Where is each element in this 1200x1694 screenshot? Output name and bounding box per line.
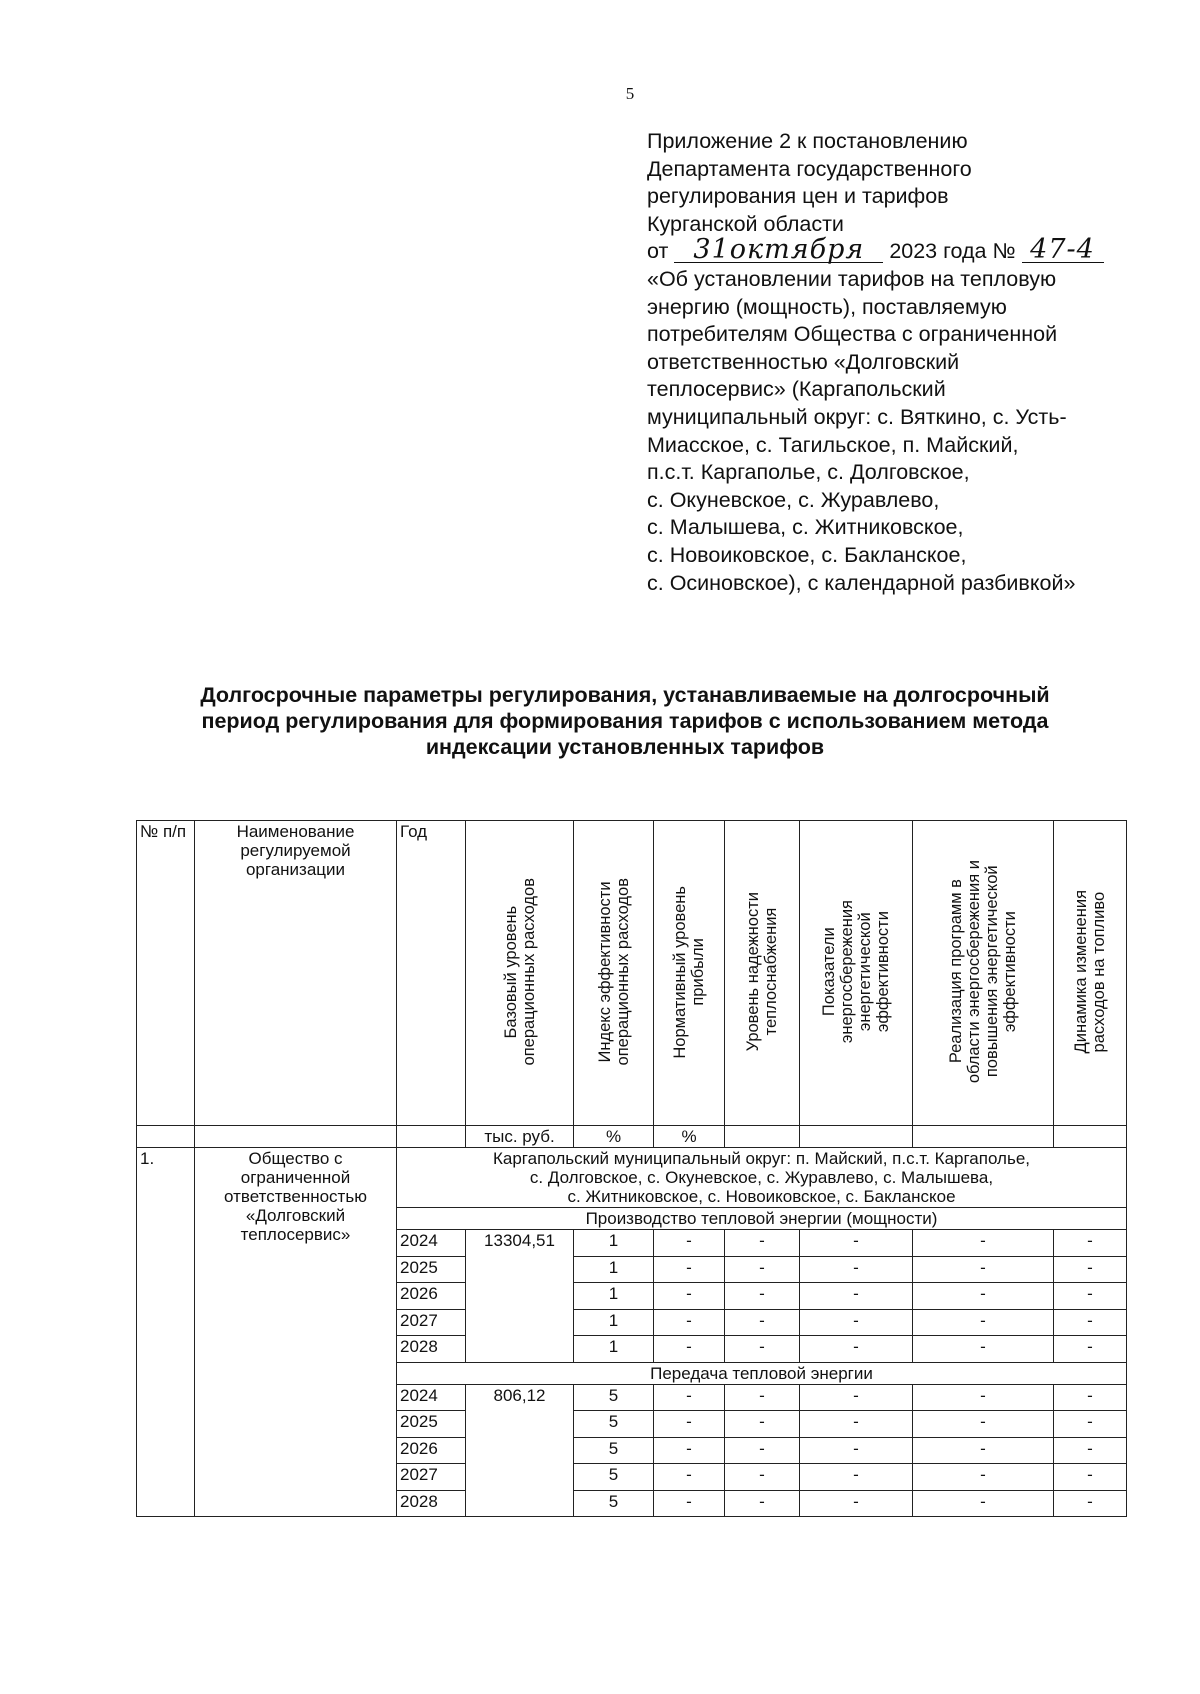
vertical-header-line: эффективности	[1001, 911, 1019, 1033]
year-cell: 2026	[397, 1283, 466, 1310]
annex-line: Курганской области	[647, 211, 844, 236]
units-cell	[800, 1126, 913, 1148]
units-cell	[137, 1126, 195, 1148]
programs-cell: -	[913, 1464, 1054, 1491]
annex-date-line	[647, 234, 1147, 266]
units-cell	[1054, 1126, 1127, 1148]
page-number: 5	[625, 84, 635, 103]
territory-line: с. Житниковское, с. Новоиковское, с. Бакланское	[567, 1187, 956, 1206]
vertical-header-reliability	[744, 892, 780, 1051]
vertical-header-line: расходов на топливо	[1090, 891, 1108, 1053]
vertical-header-fuel	[1072, 890, 1108, 1053]
efficiency-index-cell: 5	[574, 1384, 654, 1411]
header-org: Наименование регулируемой организации	[195, 821, 397, 1126]
reliability-cell: -	[725, 1230, 800, 1257]
header-fuel	[1054, 821, 1127, 1126]
year-cell: 2028	[397, 1336, 466, 1363]
document-title	[130, 682, 1120, 760]
handwritten-number: 47-4	[1022, 238, 1104, 263]
organization-name: Общество с ограниченной ответственностью «Долговский теплосервис»	[195, 1148, 397, 1517]
title-line: Долгосрочные параметры регулирования, устанавливаемые на долгосрочный	[200, 683, 1050, 707]
programs-cell: -	[913, 1256, 1054, 1283]
vertical-header-line: Индекс эффективности	[595, 881, 614, 1063]
programs-cell: -	[913, 1309, 1054, 1336]
reliability-cell: -	[725, 1437, 800, 1464]
profit-cell: -	[654, 1490, 725, 1517]
vertical-header-line: прибыли	[689, 938, 707, 1006]
header-energy-saving	[800, 821, 913, 1126]
efficiency-index-cell: 1	[574, 1336, 654, 1363]
annex-title-line: «Об установлении тарифов на тепловую	[647, 266, 1057, 291]
year-cell: 2025	[397, 1411, 466, 1438]
annex-title-line: с. Осиновское), с календарной разбивкой»	[647, 570, 1076, 595]
energy-saving-cell: -	[800, 1490, 913, 1517]
profit-cell: -	[654, 1384, 725, 1411]
vertical-header-energy-saving	[820, 900, 892, 1043]
fuel-cell: -	[1054, 1309, 1127, 1336]
reliability-cell: -	[725, 1336, 800, 1363]
fuel-cell: -	[1054, 1464, 1127, 1491]
header-base-cost	[466, 821, 574, 1126]
vertical-header-line: энергосбережения	[838, 900, 856, 1044]
energy-saving-cell: -	[800, 1256, 913, 1283]
vertical-header-line: Реализация программ в	[947, 879, 965, 1065]
efficiency-index-cell: 5	[574, 1411, 654, 1438]
vertical-header-line: эффективности	[874, 911, 892, 1033]
energy-saving-cell: -	[800, 1437, 913, 1464]
units-cell	[725, 1126, 800, 1148]
fuel-cell: -	[1054, 1336, 1127, 1363]
vertical-header-line: Нормативный уровень	[671, 885, 689, 1059]
annex-line: Приложение 2 к постановлению	[647, 129, 968, 153]
header-reliability	[725, 821, 800, 1126]
energy-saving-cell: -	[800, 1411, 913, 1438]
title-line: индексации установленных тарифов	[425, 735, 825, 759]
profit-cell: -	[654, 1336, 725, 1363]
vertical-header-line: Показатели	[820, 927, 838, 1017]
programs-cell: -	[913, 1230, 1054, 1257]
efficiency-index-cell: 1	[574, 1256, 654, 1283]
section-title: Производство тепловой энергии (мощности)	[397, 1208, 1127, 1230]
year-cell: 2024	[397, 1230, 466, 1257]
vertical-header-line: Динамика изменения	[1072, 890, 1090, 1054]
fuel-cell: -	[1054, 1256, 1127, 1283]
handwritten-date: 31октября	[674, 238, 883, 263]
energy-saving-cell: -	[800, 1336, 913, 1363]
header-num: № п/п	[137, 821, 195, 1126]
header-year: Год	[397, 821, 466, 1126]
annex-title-line: Миасское, с. Тагильское, п. Майский,	[647, 432, 1019, 457]
vertical-header-line: операционных расходов	[613, 878, 632, 1066]
vertical-header-programs	[947, 860, 1019, 1083]
energy-saving-cell: -	[800, 1464, 913, 1491]
units-profit: %	[654, 1126, 725, 1148]
programs-cell: -	[913, 1336, 1054, 1363]
vertical-header-line: повышения энергетической	[983, 866, 1001, 1078]
units-row	[137, 1126, 1127, 1148]
section-title: Передача тепловой энергии	[397, 1362, 1127, 1384]
reliability-cell: -	[725, 1490, 800, 1517]
units-efficiency: %	[574, 1126, 654, 1148]
vertical-header-efficiency	[596, 878, 632, 1065]
programs-cell: -	[913, 1384, 1054, 1411]
annex-title-line: муниципальный округ: с. Вяткино, с. Усть-	[647, 404, 1067, 429]
profit-cell: -	[654, 1283, 725, 1310]
programs-cell: -	[913, 1490, 1054, 1517]
efficiency-index-cell: 5	[574, 1437, 654, 1464]
reliability-cell: -	[725, 1309, 800, 1336]
base-cost-cell: 13304,51	[466, 1230, 574, 1363]
annex-title-line: с. Новоиковское, с. Бакланское,	[647, 542, 967, 567]
programs-cell: -	[913, 1283, 1054, 1310]
year-cell: 2024	[397, 1384, 466, 1411]
vertical-header-line: энергетической	[856, 912, 874, 1032]
row-number: 1.	[137, 1148, 195, 1517]
territory-row	[137, 1148, 1127, 1208]
year-cell: 2028	[397, 1490, 466, 1517]
vertical-header-base-cost	[502, 878, 538, 1065]
profit-cell: -	[654, 1256, 725, 1283]
date-prefix: от	[647, 239, 669, 264]
profit-cell: -	[654, 1230, 725, 1257]
year-text: 2023 года №	[889, 239, 1016, 264]
programs-cell: -	[913, 1437, 1054, 1464]
title-line: период регулирования для формирования тарифов с использованием метода	[201, 709, 1049, 733]
annex-title-line: ответственностью «Долговский	[647, 349, 960, 374]
reliability-cell: -	[725, 1411, 800, 1438]
efficiency-index-cell: 1	[574, 1283, 654, 1310]
efficiency-index-cell: 5	[574, 1464, 654, 1491]
header-efficiency-index	[574, 821, 654, 1126]
header-profit	[654, 821, 725, 1126]
fuel-cell: -	[1054, 1437, 1127, 1464]
annex-title-line: п.с.т. Каргаполье, с. Долговское,	[647, 460, 970, 485]
annex-block	[647, 128, 1147, 597]
annex-title-line: энергию (мощность), поставляемую	[647, 294, 1007, 319]
vertical-header-profit	[671, 886, 707, 1059]
year-cell: 2027	[397, 1309, 466, 1336]
energy-saving-cell: -	[800, 1230, 913, 1257]
units-cell	[195, 1126, 397, 1148]
base-cost-cell: 806,12	[466, 1384, 574, 1517]
units-cell	[913, 1126, 1054, 1148]
profit-cell: -	[654, 1464, 725, 1491]
annex-title-line: потребителям Общества с ограниченной	[647, 322, 1058, 347]
profit-cell: -	[654, 1437, 725, 1464]
reliability-cell: -	[725, 1384, 800, 1411]
fuel-cell: -	[1054, 1411, 1127, 1438]
annex-line: Департамента государственного	[647, 156, 972, 181]
energy-saving-cell: -	[800, 1283, 913, 1310]
parameters-table	[136, 820, 1127, 1517]
fuel-cell: -	[1054, 1384, 1127, 1411]
efficiency-index-cell: 5	[574, 1490, 654, 1517]
vertical-header-line: Уровень надежности	[744, 892, 762, 1052]
vertical-header-line: операционных расходов	[519, 878, 538, 1066]
header-programs	[913, 821, 1054, 1126]
vertical-header-line: теплоснабжения	[762, 908, 780, 1036]
annex-title-line: с. Малышева, с. Житниковское,	[647, 515, 964, 540]
efficiency-index-cell: 1	[574, 1309, 654, 1336]
year-cell: 2025	[397, 1256, 466, 1283]
fuel-cell: -	[1054, 1230, 1127, 1257]
annex-title-line: с. Окуневское, с. Журавлево,	[647, 487, 940, 512]
units-base-cost: тыс. руб.	[466, 1126, 574, 1148]
reliability-cell: -	[725, 1283, 800, 1310]
profit-cell: -	[654, 1411, 725, 1438]
territory-line: с. Долговское, с. Окуневское, с. Журавлево, с. Малышева,	[529, 1168, 994, 1187]
territory-line: Каргапольский муниципальный округ: п. Майский, п.с.т. Каргаполье,	[492, 1149, 1031, 1168]
reliability-cell: -	[725, 1256, 800, 1283]
efficiency-index-cell: 1	[574, 1230, 654, 1257]
vertical-header-line: области энергосбережения и	[965, 860, 983, 1084]
energy-saving-cell: -	[800, 1309, 913, 1336]
profit-cell: -	[654, 1309, 725, 1336]
fuel-cell: -	[1054, 1283, 1127, 1310]
header-row	[137, 821, 1127, 1126]
annex-title-line: теплосервис» (Каргапольский	[647, 377, 946, 402]
year-cell: 2027	[397, 1464, 466, 1491]
year-cell: 2026	[397, 1437, 466, 1464]
reliability-cell: -	[725, 1464, 800, 1491]
energy-saving-cell: -	[800, 1384, 913, 1411]
programs-cell: -	[913, 1411, 1054, 1438]
fuel-cell: -	[1054, 1490, 1127, 1517]
units-cell	[397, 1126, 466, 1148]
annex-line: регулирования цен и тарифов	[647, 184, 949, 209]
vertical-header-line: Базовый уровень	[501, 905, 520, 1039]
territory-cell	[397, 1148, 1127, 1208]
